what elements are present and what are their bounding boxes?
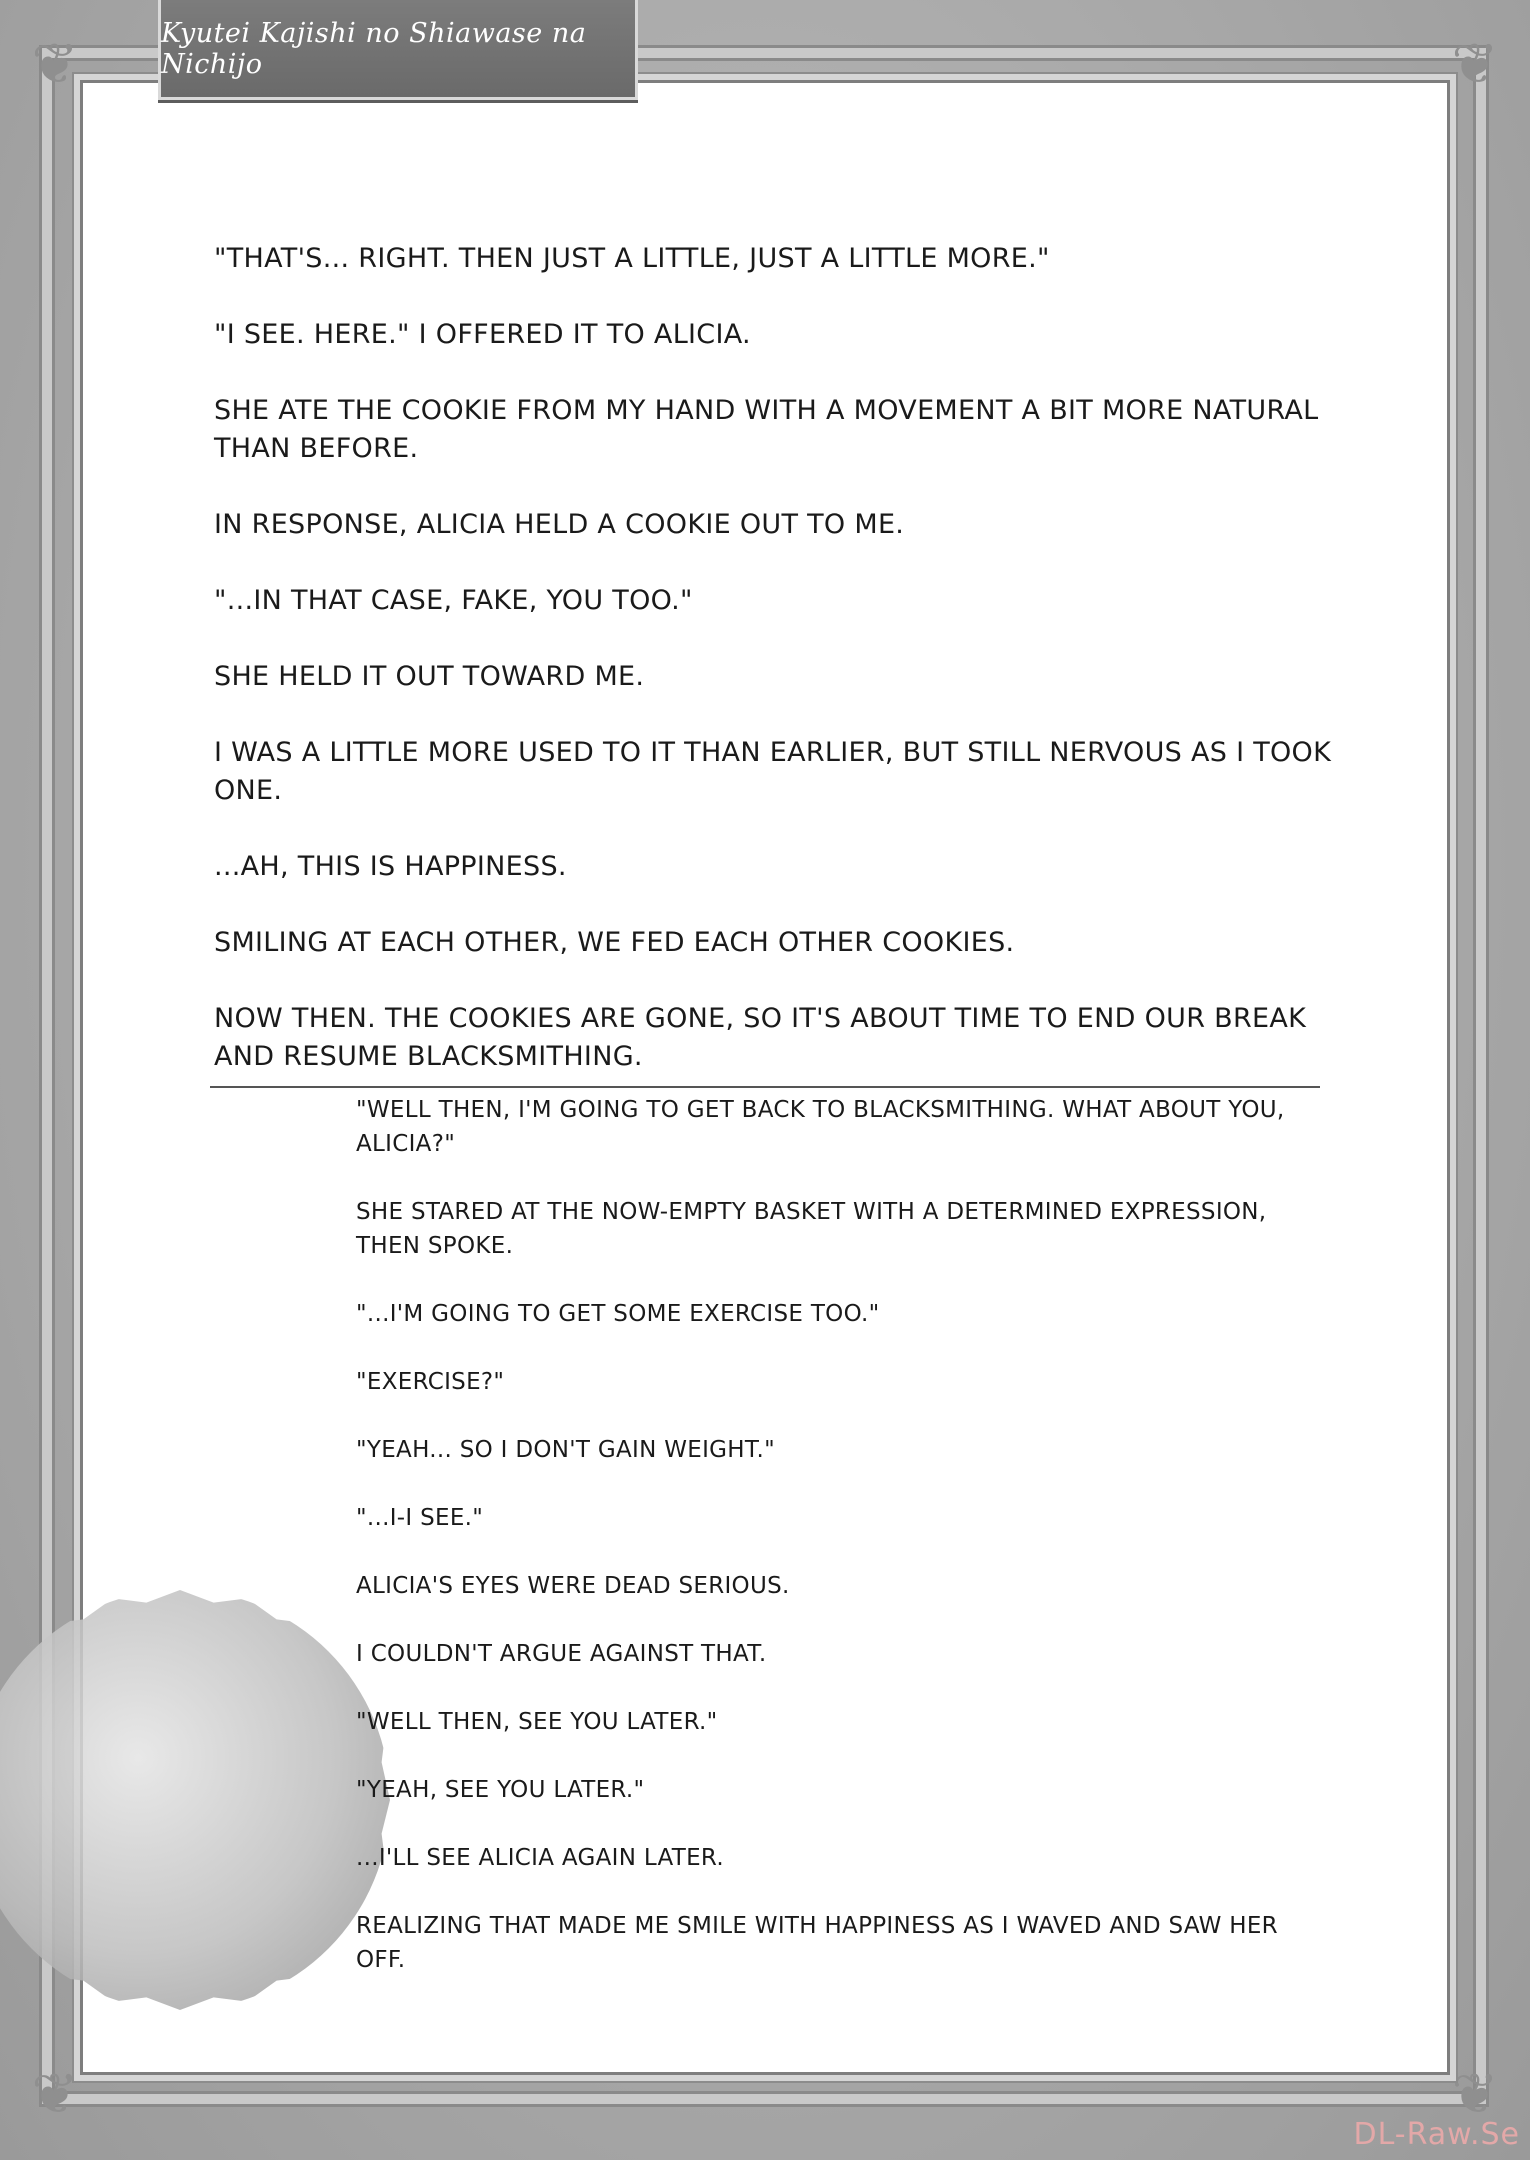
corner-ornament-icon: ❦ [1451,2062,1499,2127]
paragraph: "WELL THEN, SEE YOU LATER." [356,1709,718,1735]
paragraph: IN RESPONSE, ALICIA HELD A COOKIE OUT TO ME. [214,509,905,540]
paragraph: "WELL THEN, I'M GOING TO GET BACK TO BLACKSMITHING. WHAT ABOUT YOU, ALICIA?" [356,1097,1285,1157]
paragraph: "I SEE. HERE." I OFFERED IT TO ALICIA. [214,319,751,350]
paragraph: "...I'M GOING TO GET SOME EXERCISE TOO." [356,1301,880,1327]
page-title: Kyutei Kajishi no Shiawase na Nichijo [161,17,587,80]
paragraph: SHE HELD IT OUT TOWARD ME. [214,661,645,692]
corner-ornament-icon: ❦ [31,2062,79,2127]
paragraph: SMILING AT EACH OTHER, WE FED EACH OTHER COOKIES. [214,927,1015,958]
paragraph: I COULDN'T ARGUE AGAINST THAT. [356,1641,767,1667]
corner-ornament-icon: ❦ [31,32,79,97]
paragraph: ...I'LL SEE ALICIA AGAIN LATER. [356,1845,725,1871]
paragraph: SHE STARED AT THE NOW-EMPTY BASKET WITH A DETERMINED EXPRESSION, THEN SPOKE. [356,1199,1267,1259]
paragraph: "YEAH, SEE YOU LATER." [356,1777,645,1803]
corner-ornament-icon: ❦ [1451,32,1499,97]
header-tab [158,0,638,100]
paragraph: ...AH, THIS IS HAPPINESS. [214,851,567,882]
paragraph: SHE ATE THE COOKIE FROM MY HAND WITH A MOVEMENT A BIT MORE NATURAL THAN BEFORE. [214,395,1319,464]
paragraph: ALICIA'S EYES WERE DEAD SERIOUS. [356,1573,790,1599]
watermark: DL-Raw.Se [1353,2117,1520,2152]
paragraph: "THAT'S... RIGHT. THEN JUST A LITTLE, JUST A LITTLE MORE." [214,243,1050,274]
paragraph: "YEAH... SO I DON'T GAIN WEIGHT." [356,1437,775,1463]
paragraph: I WAS A LITTLE MORE USED TO IT THAN EARLIER, BUT STILL NERVOUS AS I TOOK ONE. [214,737,1332,806]
paragraph: REALIZING THAT MADE ME SMILE WITH HAPPINESS AS I WAVED AND SAW HER OFF. [356,1913,1278,1973]
text-section-2 [356,1093,1316,2011]
paragraph: NOW THEN. THE COOKIES ARE GONE, SO IT'S ABOUT TIME TO END OUR BREAK AND RESUME BLACKSMITHING. [214,1003,1307,1072]
text-section-1 [214,240,1334,1114]
paragraph: "...I-I SEE." [356,1505,484,1531]
section-divider [210,1086,1320,1088]
paragraph: "EXERCISE?" [356,1369,505,1395]
paragraph: "...IN THAT CASE, FAKE, YOU TOO." [214,585,693,616]
